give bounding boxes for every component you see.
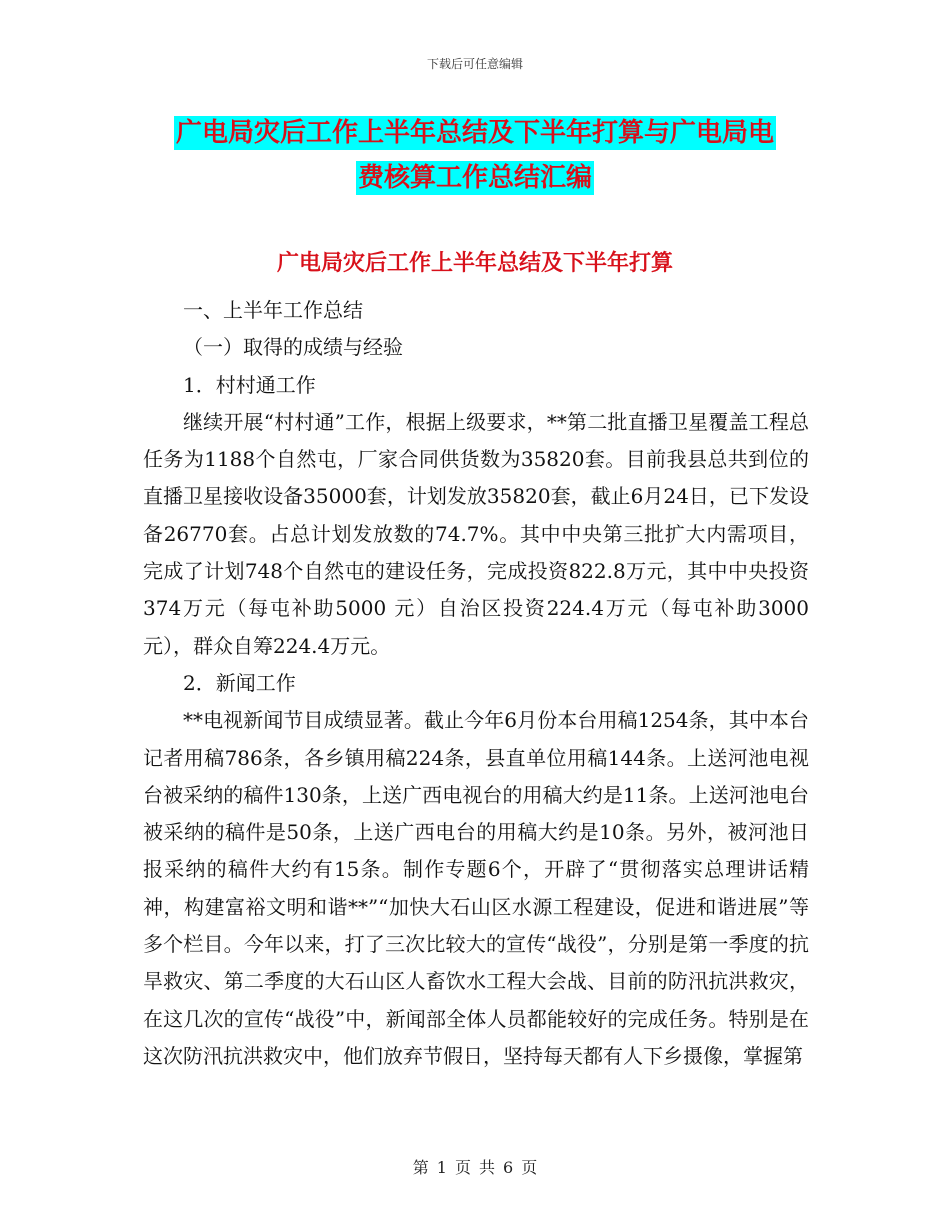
header-note: 下载后可任意编辑 bbox=[426, 57, 523, 71]
document-title-highlight-1: 广电局灾后工作上半年总结及下半年打算与广电局电 bbox=[175, 118, 774, 148]
footer-page-label: 第 bbox=[412, 1158, 429, 1177]
page-footer bbox=[0, 1155, 950, 1178]
document-title-line-2 bbox=[0, 157, 950, 194]
item-village-coverage: 1．村村通工作 bbox=[183, 372, 316, 397]
footer-total-label: 共 bbox=[479, 1158, 496, 1177]
section-title: 广电局灾后工作上半年总结及下半年打算 bbox=[276, 251, 673, 276]
heading-first-half-summary: 一、上半年工作总结 bbox=[183, 298, 363, 322]
document-title-highlight-2: 费核算工作总结汇编 bbox=[357, 163, 592, 193]
subheading-achievements: （一）取得的成绩与经验 bbox=[183, 335, 403, 360]
document-body bbox=[143, 292, 809, 1075]
footer-total-number: 6 bbox=[503, 1158, 514, 1177]
item-news-work: 2．新闻工作 bbox=[183, 670, 296, 695]
footer-page-number: 1 bbox=[436, 1158, 447, 1177]
paragraph-village-coverage: 继续开展“村村通”工作，根据上级要求，**第二批直播卫星覆盖工程总任务为1188个自然屯，厂家合同供货数为35820套。目前我县总共到位的直播卫星接收设备35000套，计划发放35820套，截止6月24日，已下发设备26770套。占总计划发放数的74.7%。其中中央第三批扩大内需项目，完成了计划748个自然屯的建设任务，完成投资822.8万元，其中中央投资374万元（每屯补助5000 元）自治区投资224.4万元（每屯补助3000元），群众自筹224.4万元。 bbox=[143, 409, 809, 658]
document-title-line-1 bbox=[0, 112, 950, 149]
paragraph-news-work: **电视新闻节目成绩显著。截止今年6月份本台用稿1254条，其中本台记者用稿786条，各乡镇用稿224条，县直单位用稿144条。上送河池电视台被采纳的稿件130条，上送广西电视台的用稿大约是11条。上送河池电台被采纳的稿件是50条，上送广西电台的用稿大约是10条。另外，被河池日报采纳的稿件大约有15条。制作专题6个，开辟了“贯彻落实总理讲话精神，构建富裕文明和谐**”“加快大石山区水源工程建设，促进和谐进展”等多个栏目。今年以来，打了三次比较大的宣传“战役”，分别是第一季度的抗旱救灾、第二季度的大石山区人畜饮水工程大会战、目前的防汛抗洪救灾，在这几次的宣传“战役”中，新闻部全体人员都能较好的完成任务。特别是在这次防汛抗洪救灾中，他们放弃节假日，坚持每天都有人下乡摄像，掌握第 bbox=[143, 708, 809, 1068]
footer-total-unit: 页 bbox=[521, 1158, 538, 1177]
footer-page-unit: 页 bbox=[454, 1158, 471, 1177]
